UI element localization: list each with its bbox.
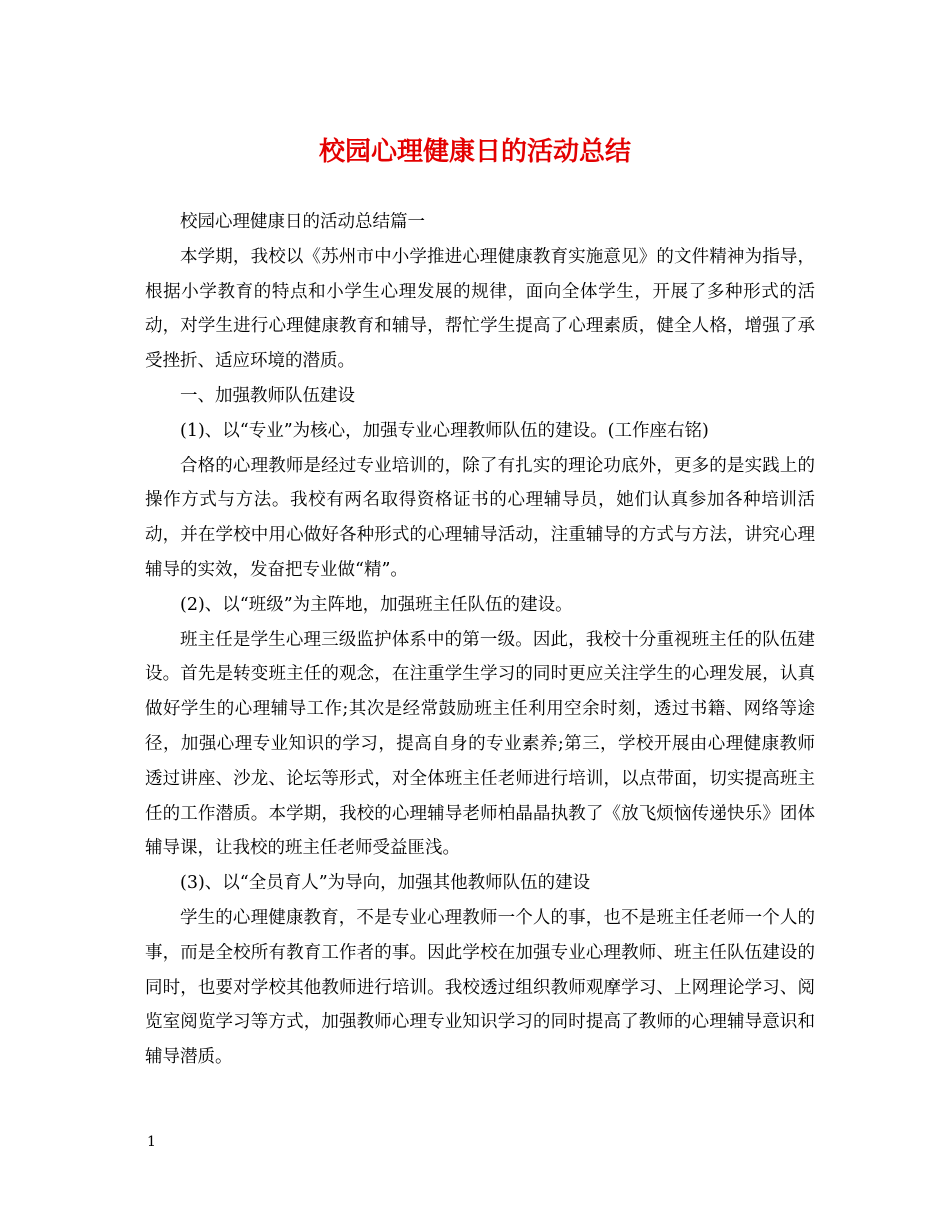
paragraph-subheading-2: (2)、以“班级”为主阵地，加强班主任队伍的建设。 (180, 594, 573, 615)
document-body (145, 205, 815, 1075)
paragraph-section-heading: 校园心理健康日的活动总结篇一 (180, 212, 425, 232)
page-number: 1 (147, 1134, 156, 1150)
document-title: 校园心理健康日的活动总结 (318, 137, 631, 167)
paragraph-body-2: 班主任是学生心理三级监护体系中的第一级。因此，我校十分重视班主任的队伍建设。首先是转变班主任的观念，在注重学生学习的同时更应关注学生的心理发展，认真做好学生的心理辅导工作;其次是经常鼓励班主任利用空余时刻，透过书籍、网络等途径，加强心理专业知识的学习，提高自身的专业素养;第三，学校开展由心理健康教师透过讲座、沙龙、论坛等形式，对全体班主任老师进行培训，以点带面，切实提高班主任的工作潜质。本学期，我校的心理辅导老师柏晶晶执教了《放飞烦恼传递快乐》团体辅导课，让我校的班主任老师受益匪浅。 (145, 629, 815, 859)
paragraph-heading-1: 一、加强教师队伍建设 (180, 385, 355, 406)
paragraph-subheading-3: (3)、以“全员育人”为导向，加强其他教师队伍的建设 (180, 873, 591, 894)
paragraph-body-3: 学生的心理健康教育，不是专业心理教师一个人的事，也不是班主任老师一个人的事，而是全校所有教育工作者的事。因此学校在加强专业心理教师、班主任队伍建设的同时，也要对学校其他教师进行培训。我校透过组织教师观摩学习、上网理论学习、阅览室阅览学习等方式，加强教师心理专业知识学习的同时提高了教师的心理辅导意识和辅导潜质。 (145, 907, 815, 1068)
paragraph-subheading-1: (1)、以“专业”为核心，加强专业心理教师队伍的建设。(工作座右铭) (180, 420, 709, 441)
paragraph-intro: 本学期，我校以《苏州市中小学推进心理健康教育实施意见》的文件精神为指导，根据小学教育的特点和小学生心理发展的规律，面向全体学生，开展了多种形式的活动，对学生进行心理健康教育和辅导，帮忙学生提高了心理素质，健全人格，增强了承受挫折、适应环境的潜质。 (145, 246, 815, 372)
paragraph-body-1: 合格的心理教师是经过专业培训的，除了有扎实的理论功底外，更多的是实践上的操作方式与方法。我校有两名取得资格证书的心理辅导员，她们认真参加各种培训活动，并在学校中用心做好各种形式的心理辅导活动，注重辅导的方式与方法，讲究心理辅导的实效，发奋把专业做“精”。 (145, 455, 815, 580)
